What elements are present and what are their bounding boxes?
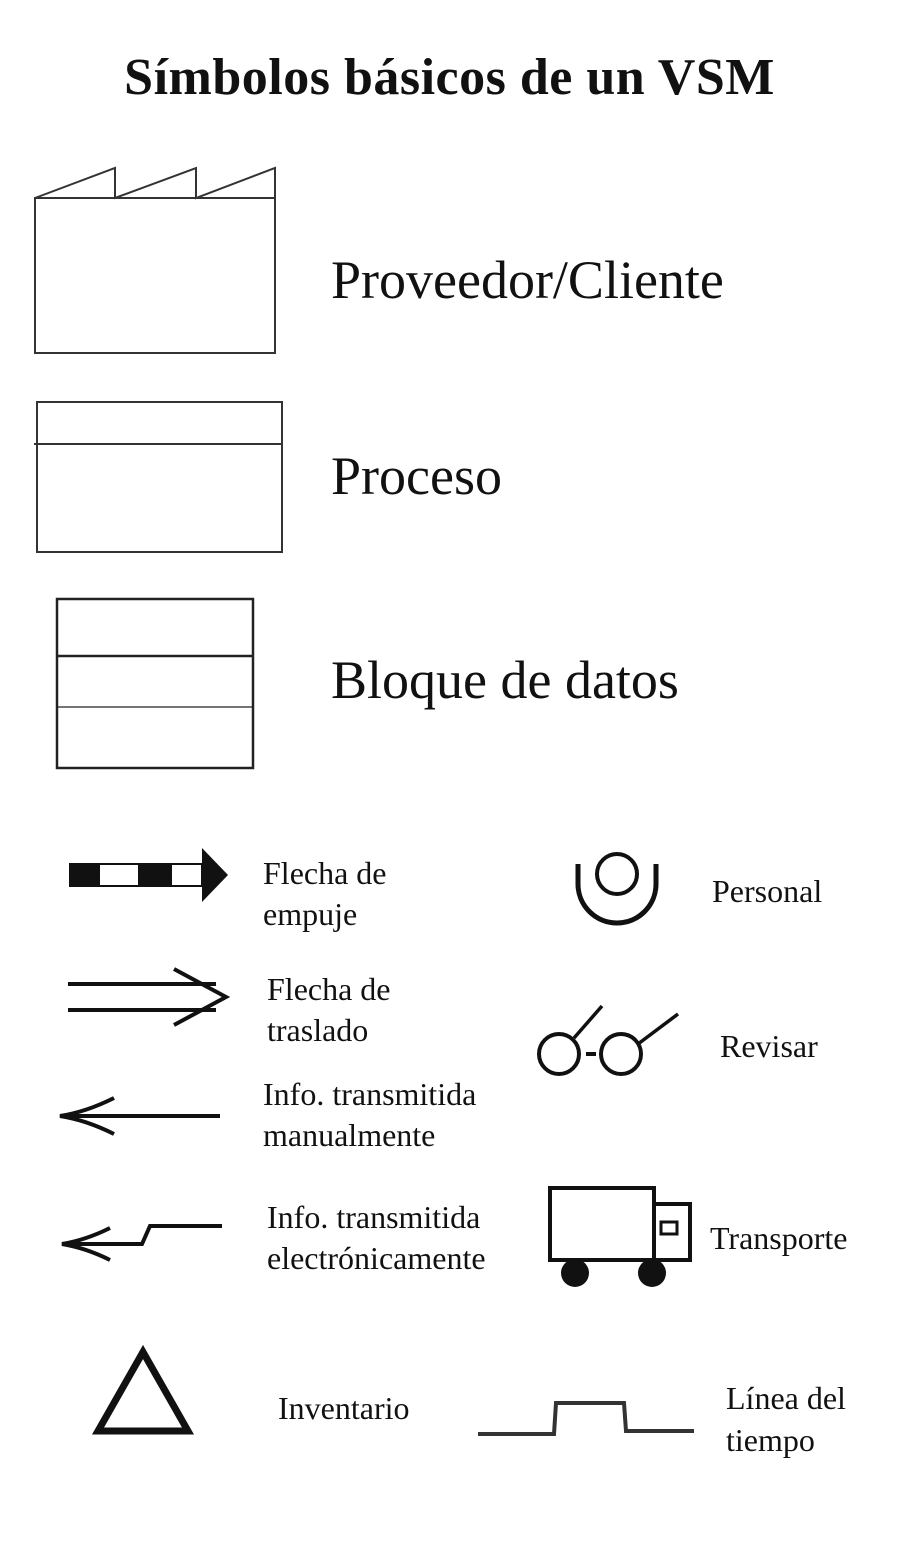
operator-label: Personal [712,873,823,909]
data-block-label: Bloque de datos [331,650,679,710]
manual-info-label-2: manualmente [263,1117,436,1153]
review-label: Revisar [720,1028,818,1064]
electronic-info-label-2: electrónicamente [267,1240,486,1276]
shipment-arrow-label-2: traslado [267,1012,369,1048]
manual-info-label-1: Info. transmitida [263,1076,477,1112]
timeline-label-2: tiempo [726,1422,815,1458]
inventory-label: Inventario [278,1390,410,1426]
timeline-label-1: Línea del [726,1380,846,1416]
factory-icon [30,160,284,360]
truck-icon [544,1182,698,1294]
process-label: Proceso [331,446,502,506]
push-arrow-label-1: Flecha de [263,855,387,891]
push-arrow-label-2: empuje [263,896,358,932]
supplier-label: Proveedor/Cliente [331,250,724,310]
shipment-arrow-label-1: Flecha de [267,971,391,1007]
timeline-icon [476,1396,698,1440]
process-box-icon [32,398,288,558]
inventory-triangle-icon [94,1346,194,1436]
transport-label: Transporte [710,1220,848,1256]
data-box-icon [52,594,258,774]
push-arrow-icon [66,842,232,908]
electronic-info-arrow-icon [58,1216,226,1264]
electronic-info-label-1: Info. transmitida [267,1199,481,1235]
manual-info-arrow-icon [56,1094,226,1140]
shipment-arrow-icon [66,964,234,1030]
page-title: Símbolos básicos de un VSM [124,49,775,106]
glasses-icon [532,1000,684,1082]
operator-icon [570,846,666,932]
